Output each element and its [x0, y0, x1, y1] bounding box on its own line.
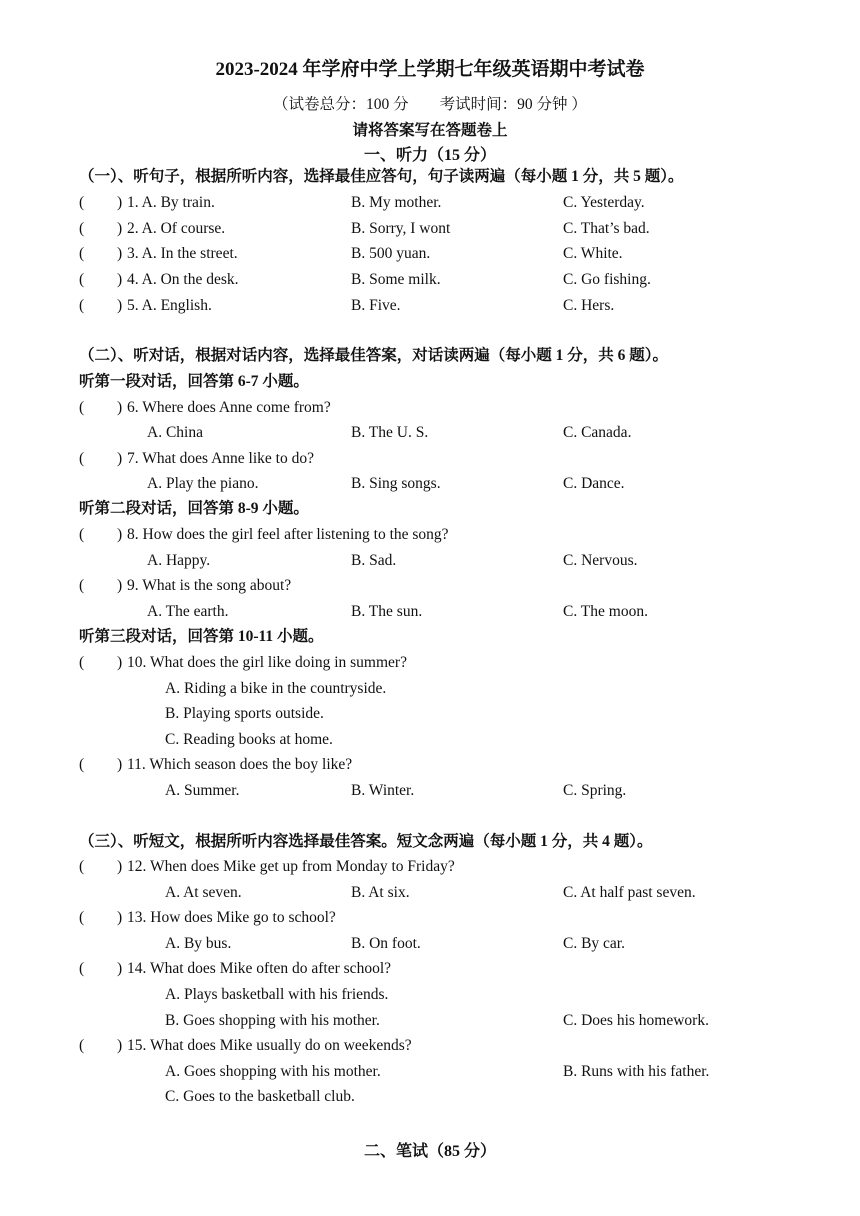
option-b: B. On foot.: [351, 935, 421, 952]
option-c: C. Go fishing.: [563, 271, 651, 288]
answer-paren-open: (: [79, 245, 85, 262]
dialogue-1-heading: 听第一段对话，回答第 6-7 小题。: [79, 373, 309, 390]
question-2: 2. A. Of course.: [127, 220, 226, 237]
question-row-10: [79, 651, 839, 675]
option-row-14bc: [79, 1009, 839, 1033]
answer-paren-close: ): [117, 960, 123, 977]
question-row-11: [79, 753, 839, 777]
options-row-8: [79, 549, 839, 573]
question-4: 4. A. On the desk.: [127, 271, 239, 288]
option-a: A. At seven.: [165, 884, 242, 901]
option-a: A. Happy.: [147, 552, 211, 569]
question-8: 8. How does the girl feel after listening to the song?: [127, 526, 449, 543]
question-row-2: [79, 217, 839, 241]
option-a: A. The earth.: [147, 603, 229, 620]
option-a: A. Goes shopping with his mother.: [165, 1063, 381, 1080]
options-row-7: [79, 472, 839, 496]
option-c: C. At half past seven.: [563, 884, 696, 901]
option-b: B. Sorry, I wont: [351, 220, 451, 237]
answer-paren-close: ): [117, 271, 123, 288]
answer-paren-open: (: [79, 858, 85, 875]
answer-paren-open: (: [79, 756, 85, 773]
question-1: 1. A. By train.: [127, 194, 215, 211]
question-row-4: [79, 268, 839, 292]
answer-paren-open: (: [79, 1037, 85, 1054]
question-10: 10. What does the girl like doing in summer?: [127, 654, 407, 671]
answer-paren-open: (: [79, 220, 85, 237]
section-3-heading: （三）、听短文，根据所听内容选择最佳答案。短文念两遍（每小题 1 分，共 4 题）。: [79, 833, 653, 850]
question-12: 12. When does Mike get up from Monday to Friday?: [127, 858, 455, 875]
question-row-8: [79, 523, 839, 547]
question-11: 11. Which season does the boy like?: [127, 756, 353, 773]
question-row-7: [79, 447, 839, 471]
option-c: C. That’s bad.: [563, 220, 650, 237]
question-row-15: [79, 1034, 839, 1058]
answer-paren-close: ): [117, 756, 123, 773]
option-b: B. Playing sports outside.: [165, 705, 324, 722]
option-b: B. At six.: [351, 884, 410, 901]
answer-paren-close: ): [117, 654, 123, 671]
option-a: A. Plays basketball with his friends.: [165, 986, 389, 1003]
option-b: B. The U. S.: [351, 424, 429, 441]
option-a: A. By bus.: [165, 935, 232, 952]
option-a: A. Summer.: [165, 782, 240, 799]
option-c: C. Does his homework.: [563, 1012, 709, 1029]
question-row-5: [79, 294, 839, 318]
question-15: 15. What does Mike usually do on weekends?: [127, 1037, 412, 1054]
answer-paren-close: ): [117, 909, 123, 926]
options-row-9: [79, 600, 839, 624]
option-row-10b: [79, 702, 839, 726]
question-7: 7. What does Anne like to do?: [127, 450, 314, 467]
answer-paren-open: (: [79, 577, 85, 594]
option-a: A. Riding a bike in the countryside.: [165, 680, 387, 697]
answer-paren-open: (: [79, 654, 85, 671]
option-b: B. Winter.: [351, 782, 415, 799]
question-row-14: [79, 957, 839, 981]
option-b: B. Sing songs.: [351, 475, 441, 492]
answer-paren-close: ): [117, 526, 123, 543]
option-b: B. Five.: [351, 297, 401, 314]
answer-paren-close: ): [117, 858, 123, 875]
answer-paren-close: ): [117, 194, 123, 211]
option-c: C. Yesterday.: [563, 194, 645, 211]
option-b: B. Some milk.: [351, 271, 441, 288]
answer-paren-close: ): [117, 399, 123, 416]
answer-paren-open: (: [79, 194, 85, 211]
answer-paren-open: (: [79, 450, 85, 467]
question-3: 3. A. In the street.: [127, 245, 238, 262]
option-c: C. Nervous.: [563, 552, 638, 569]
answer-paren-open: (: [79, 271, 85, 288]
options-row-13: [79, 932, 839, 956]
answer-paren-open: (: [79, 960, 85, 977]
answer-note: 请将答案写在答题卷上: [352, 122, 508, 139]
section-1-heading: （一）、听句子，根据所听内容，选择最佳应答句，句子读两遍（每小题 1 分，共 5 题）。: [79, 168, 684, 185]
option-b: B. The sun.: [351, 603, 423, 620]
question-row-13: [79, 906, 839, 930]
answer-paren-close: ): [117, 450, 123, 467]
question-row-12: [79, 855, 839, 879]
option-b: B. Runs with his father.: [563, 1063, 710, 1080]
option-row-15ab: [79, 1060, 839, 1084]
options-row-12: [79, 881, 839, 905]
option-b: B. Goes shopping with his mother.: [165, 1012, 380, 1029]
option-c: C. By car.: [563, 935, 625, 952]
part-writing-heading: 二、笔试（85 分）: [363, 1143, 496, 1160]
question-row-1: [79, 191, 839, 215]
dialogue-3-heading: 听第三段对话，回答第 10-11 小题。: [79, 628, 324, 645]
question-13: 13. How does Mike go to school?: [127, 909, 336, 926]
option-c: C. The moon.: [563, 603, 648, 620]
answer-paren-close: ): [117, 297, 123, 314]
option-b: B. My mother.: [351, 194, 442, 211]
option-b: B. 500 yuan.: [351, 245, 431, 262]
dialogue-2-heading: 听第二段对话，回答第 8-9 小题。: [79, 500, 309, 517]
option-c: C. White.: [563, 245, 623, 262]
option-a: A. Play the piano.: [147, 475, 259, 492]
option-row-15c: [79, 1085, 839, 1109]
answer-paren-close: ): [117, 1037, 123, 1054]
question-row-9: [79, 574, 839, 598]
option-row-14a: [79, 983, 839, 1007]
option-c: C. Reading books at home.: [165, 731, 333, 748]
option-c: C. Canada.: [563, 424, 632, 441]
answer-paren-open: (: [79, 399, 85, 416]
options-row-11: [79, 779, 839, 803]
question-row-3: [79, 242, 839, 266]
exam-title: 2023-2024 年学府中学上学期七年级英语期中考试卷: [215, 59, 645, 80]
answer-paren-close: ): [117, 220, 123, 237]
option-c: C. Goes to the basketball club.: [165, 1088, 355, 1105]
answer-paren-close: ): [117, 245, 123, 262]
answer-paren-open: (: [79, 526, 85, 543]
option-a: A. China: [147, 424, 203, 441]
option-c: C. Dance.: [563, 475, 625, 492]
question-5: 5. A. English.: [127, 297, 212, 314]
option-c: C. Spring.: [563, 782, 627, 799]
options-row-6: [79, 421, 839, 445]
option-row-10a: [79, 677, 839, 701]
question-14: 14. What does Mike often do after school?: [127, 960, 391, 977]
option-c: C. Hers.: [563, 297, 615, 314]
answer-paren-close: ): [117, 577, 123, 594]
option-b: B. Sad.: [351, 552, 397, 569]
part-listening-heading: 一、听力（15 分）: [363, 147, 496, 164]
answer-paren-open: (: [79, 909, 85, 926]
answer-paren-open: (: [79, 297, 85, 314]
question-6: 6. Where does Anne come from?: [127, 399, 331, 416]
section-2-heading: （二）、听对话，根据对话内容，选择最佳答案，对话读两遍（每小题 1 分，共 6 题）。: [79, 347, 669, 364]
question-row-6: [79, 396, 839, 420]
exam-subtitle: （试卷总分：100 分 考试时间：90 分钟 ）: [273, 96, 587, 113]
question-9: 9. What is the song about?: [127, 577, 292, 594]
option-row-10c: [79, 728, 839, 752]
